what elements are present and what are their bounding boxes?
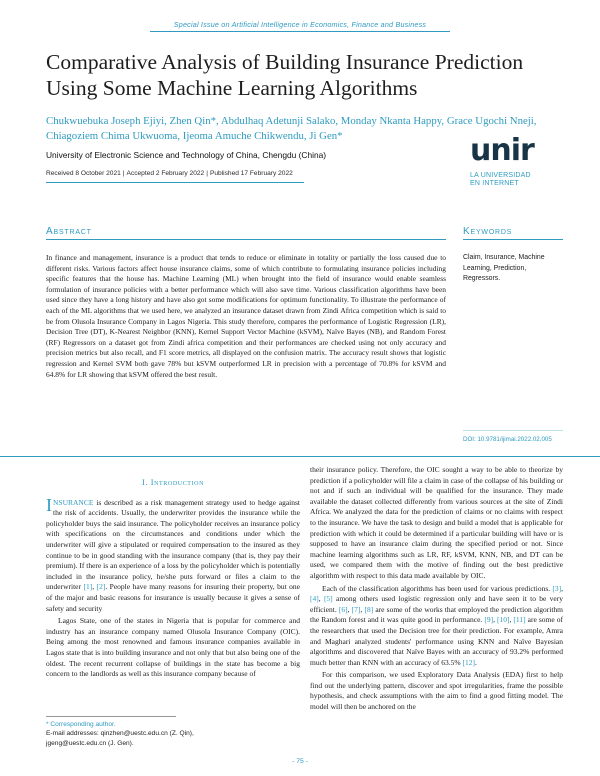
email-line (46, 729, 300, 738)
publication-dates (46, 170, 293, 177)
doi-link[interactable]: 10.9781/ijimai.2022.02.005 (477, 436, 552, 443)
doi-label: DOI: (463, 436, 476, 443)
keywords-rule (463, 239, 563, 240)
page-number: - 75 - (292, 758, 308, 765)
footnote (46, 720, 300, 748)
published-date: Published 17 February 2022 (209, 170, 293, 177)
introduction-heading: I. Introduction (141, 478, 205, 487)
citation-link[interactable]: [1] (83, 582, 93, 592)
accepted-date: Accepted 2 February 2022 (126, 170, 205, 177)
email-label: E-mail addresses: (46, 730, 101, 738)
doi[interactable] (463, 436, 563, 443)
citation-link[interactable]: [3] (552, 583, 562, 593)
citation-separator: , (561, 583, 563, 593)
intro-paragraph-3: their insurance policy. Therefore, the OIC sought a way to be able to theorize by prediction if a policyholder will file a claim in case of the collapse of his building or not and if such an individual will be qualified for the insurance. They made available the dataset collected differently from various sources at the site of Zindi Africa. We analyzed the data for the prediction of claims or no claims with respect to the insurance. We have the task to design and build a model that is applicable for prediction with which it could be determined if a particular building will have or is supposed to have an insurance claim during the specified period or not. Since machine learning algorithms such as LR, RF, kSVM, KNN, NB, and DT can be used, we compared them with the motive of finding out the best predictive algorithm with respect to this data made available by OIC. (310, 465, 563, 580)
logo-tagline (470, 172, 560, 188)
intro-p1-text-a: is described as a risk management strategy used to hedge against the risk of accidents. Usually, the underwriter provides the insurance while the policyholder buys the said insurance. The policyholder receives an insurance policy with specifications on the circumstances and conditions under which the underwriter will give a stipulated or required compensation to the insured as they continue to be in good standing with the insurance company (that is, they pay their premium). If there is an experience of a loss by the policyholder which is potentially included in the insurance policy, he/she puts forward or files a claim to the underwriter (46, 497, 300, 592)
intro-p4-text-c: are some of the works that employed the prediction algorithm the Random forest and it was quite good in performance. (310, 604, 564, 625)
citation-separator: , (318, 594, 324, 604)
citation-link[interactable]: [4] (310, 594, 319, 604)
citation-link[interactable]: [8] (364, 604, 374, 614)
intro-p4-text-a: Each of the classification algorithms has been used for various predictions. (322, 583, 553, 593)
corresponding-author-note: * Corresponding author. (46, 721, 116, 728)
drop-cap-word: NSURANCE (53, 497, 94, 507)
date-separator: | (122, 170, 125, 177)
affiliation: University of Electronic Science and Technology of China, Chengdu (China) (46, 150, 327, 160)
journal-header-rule (150, 31, 450, 32)
right-column (310, 465, 563, 715)
received-date: Received 8 October 2021 (46, 170, 121, 177)
citation-separator: , (509, 615, 514, 625)
drop-cap: I (46, 494, 52, 515)
paper-title: Comparative Analysis of Building Insurance Prediction Using Some Machine Learning Algorithms (46, 50, 524, 100)
footnote-rule (46, 716, 176, 717)
intro-paragraph-2: Lagos State, one of the states in Nigeria that is popular for commerce and industry has an insurance company named Olusola Insurance Company (OIC). Being among the most renowned and famous insurance companies available in Lagos state that is into building insurance and not only that but also being one of the oldest. The recent recurrent collapse of buildings in the state has become a big concern to the landlords as well as this insurance company because of (46, 616, 300, 679)
section-divider (0, 456, 600, 457)
left-column (46, 478, 300, 682)
citation-separator: , (347, 604, 352, 614)
email-line (46, 739, 300, 748)
date-separator: | (206, 170, 208, 177)
intro-paragraph-1 (46, 494, 301, 615)
keywords-heading: Keywords (463, 226, 513, 237)
intro-p4-text-b: among others used logistic regression only and have seen it to be very efficient. (310, 594, 564, 614)
email-link[interactable]: qinzhen@uestc.edu.cn (Z. Qin), (100, 730, 194, 738)
citation-link[interactable]: [9] (484, 615, 494, 625)
citation-link[interactable]: [10] (497, 615, 510, 625)
author-list: Chukwuebuka Joseph Ejiyi, Zhen Qin*, Abdulhaq Adetunji Salako, Monday Nkanta Happy, Grace Ugochi Nneji, Chiagoziem Chima Ukwuoma, Ijeoma Amuche Chikwendu, Ji Gen* (46, 115, 537, 142)
citation-link[interactable]: [11] (513, 615, 526, 625)
abstract-heading: Abstract (46, 226, 92, 237)
intro-paragraph-4 (310, 584, 563, 669)
citation-link[interactable]: [12] (462, 657, 475, 667)
citation-link[interactable]: [2] (96, 582, 106, 592)
citation-separator: , (493, 615, 497, 625)
citation-link[interactable]: [5] (323, 594, 333, 604)
logo-tagline-line1: LA UNIVERSIDAD (470, 172, 531, 179)
intro-paragraph-5: For this comparison, we used Exploratory Data Analysis (EDA) first to help find out the underlying pattern, discover and spot irregularities, frame the possible hypothesis, and check assumptions with the aim to find a good fitting model. The model will then be anchored on the (310, 670, 563, 712)
abstract-text: In finance and management, insurance is a product that tends to reduce or eliminate in totality or partially the loss caused due to different risks. Various factors affect house insurance claims, some of which contribute to formulating insurance policies including specific features that the house has. Machine Learning (ML) when brought into the field of insurance would enable seamless formulation of insurance policies with a better performance which will also save time. Various classification algorithms have been used since they have a long history and have also got some modifications for optimum functionality. To illustrate the performance of each of the ML algorithms that we used here, we analyzed an insurance dataset drawn from Zindi Africa competition which is said to be from Olusola Insurance Company in Lagos Nigeria. This study therefore, compares the performance of Logistic Regression (LR), Decision Tree (DT), K-Nearest Neighbor (KNN), Kernel Support Vector Machine (kSVM), Naïve Bayes (NB), and Random Forest (RF) Regressors on a dataset got from Zindi africa competition and their performances are checked using not only accuracy and precision metrics but also recall, and F1 score metrics, all displayed on the confusion matrix. The accuracy result shows that logistic regression and Kernel SVM both gave 78% but kSVM outperformed LR in precision with a percentage of 70.8% for kSVM and 64.8% for LR showing that kSVM offered the best result. (46, 253, 446, 379)
dates-rule (46, 182, 304, 183)
email-link[interactable]: jgeng@uestc.edu.cn (J. Gen). (46, 739, 134, 747)
journal-header: Special Issue on Artificial Intelligence in Economics, Finance and Business (173, 20, 427, 29)
logo-wordmark: unir (470, 133, 534, 168)
citation-link[interactable]: [7] (351, 604, 361, 614)
keywords-text: Claim, Insurance, Machine Learning, Prediction, Regressors. (463, 254, 545, 283)
unir-logo (470, 133, 560, 188)
abstract-rule (46, 239, 446, 240)
citation-link[interactable]: [6] (338, 604, 348, 614)
doi-rule (463, 430, 563, 431)
citation-separator: , (92, 582, 97, 592)
citation-separator: , (360, 604, 365, 614)
intro-p4-text-d: are some of the researchers that used the Decision tree for their prediction. For example, Amra and Maghari analyzed students' performance using KNN and Naïve Bayesian algorithms and discovered that Naïve Bayes with an accuracy of 93.2% performed much better than KNN with an accuracy of 63.5% (310, 615, 563, 667)
intro-p1-text-b: . People have many reasons for insuring their property, but one of the major and basic reasons for insurance is usually because it gives a sense of safety and security (46, 582, 301, 613)
intro-p4-text-e: . (474, 657, 477, 667)
logo-tagline-line2: EN INTERNET (470, 180, 519, 188)
